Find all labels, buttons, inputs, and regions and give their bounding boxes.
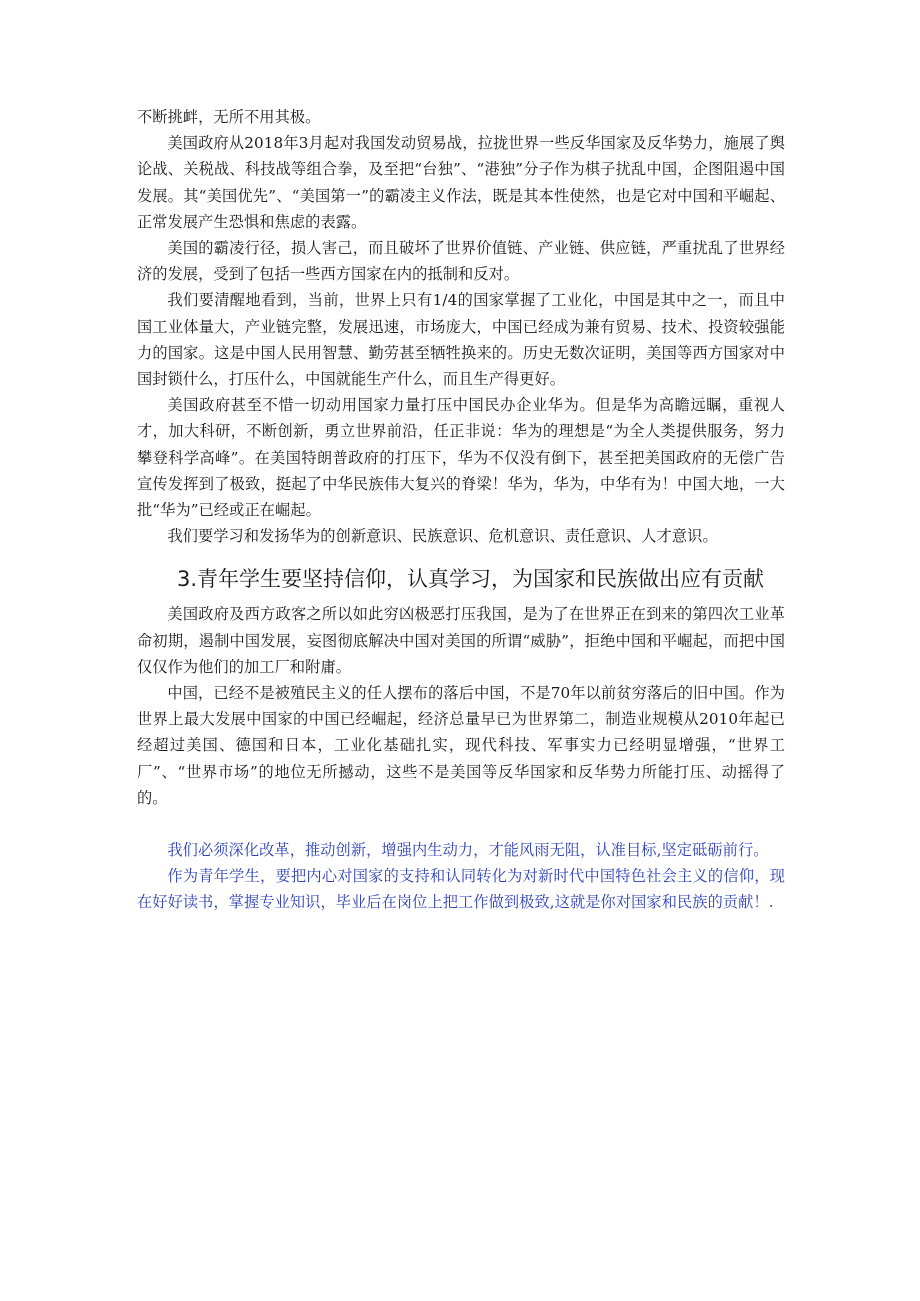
paragraph-bullying: 美国的霸凌行径，损人害己，而且破坏了世界价值链、产业链、供应链，严重扰乱了世界经济的发展，受到了包括一些西方国家在内的抵制和反对。 [137, 239, 785, 284]
section-number: 3 [177, 567, 191, 592]
paragraph-china-rise: 中国，已经不是被殖民主义的任人摆布的落后中国，不是70年以前贫穷落后的旧中国。作为世界上最大发展中国家的中国已经崛起，经济总量早已为世界第二，制造业规模从2010年起已经超过美国、德国和日本，工业化基础扎实，现代科技、军事实力已经明显增强，“世界工厂”、“世界市场”的地位无所撼动，这些不是美国等反华国家和反华势力所能打压、动摇得了的。 [137, 684, 785, 807]
blank-line [137, 811, 785, 837]
document-page [137, 104, 785, 916]
paragraph-students: 作为青年学生，要把内心对国家的支持和认同转化为对新时代中国特色社会主义的信仰，现在好好读书，掌握专业知识，毕业后在岗位上把工作做到极致,这就是你对国家和民族的贡献！. [137, 867, 785, 912]
paragraph-industrialization: 我们要清醒地看到，当前，世界上只有1/4的国家掌握了工业化，中国是其中之一，而且中国工业体量大，产业链完整，发展迅速，市场庞大，中国已经成为兼有贸易、技术、投资较强能力的国家。这是中国人民用智慧、勤劳甚至牺牲换来的。历史无数次证明，美国等西方国家对中国封锁什么，打压什么，中国就能生产什么，而且生产得更好。 [137, 291, 785, 389]
paragraph-continuation: 不断挑衅，无所不用其极。 [137, 108, 321, 126]
paragraph-reform: 我们必须深化改革，推动创新，增强内生动力，才能风雨无阻，认准目标,坚定砥砺前行。 [167, 841, 769, 860]
paragraph-learn-huawei: 我们要学习和发扬华为的创新意识、民族意识、危机意识、责任意识、人才意识。 [167, 527, 718, 546]
section-heading [137, 557, 785, 601]
paragraph-trade-war: 美国政府从2018年3月起对我国发动贸易战，拉拢世界一些反华国家及反华势力，施展了舆论战、关税战、科技战等组合拳，及至把“台独”、“港独”分子作为棋子扰乱中国，企图阻遏中国发展。其“美国优先”、“美国第一”的霸凌主义作法，既是其本性使然，也是它对中国和平崛起、正常发展产生恐惧和焦虑的表露。 [137, 134, 785, 231]
paragraph-huawei: 美国政府甚至不惜一切动用国家力量打压中国民办企业华为。但是华为高瞻远瞩，重视人才，加大科研，不断创新，勇立世界前沿，任正非说：华为的理想是“为全人类提供服务，努力攀登科学高峰”。在美国特朗普政府的打压下，华为不仅没有倒下，甚至把美国政府的无偿广告宣传发挥到了极致，挺起了中华民族伟大复兴的脊梁！华为，华为，中华有为！中国大地，一大批“华为”已经或正在崛起。 [137, 396, 785, 520]
paragraph-suppression: 美国政府及西方政客之所以如此穷凶极恶打压我国，是为了在世界正在到来的第四次工业革命初期，遏制中国发展，妄图彻底解决中国对美国的所谓“威胁”，拒绝中国和平崛起，而把中国仅仅作为他们的加工厂和附庸。 [137, 605, 785, 676]
section-title: .青年学生要坚持信仰，认真学习，为国家和民族做出应有贡献 [190, 567, 765, 592]
